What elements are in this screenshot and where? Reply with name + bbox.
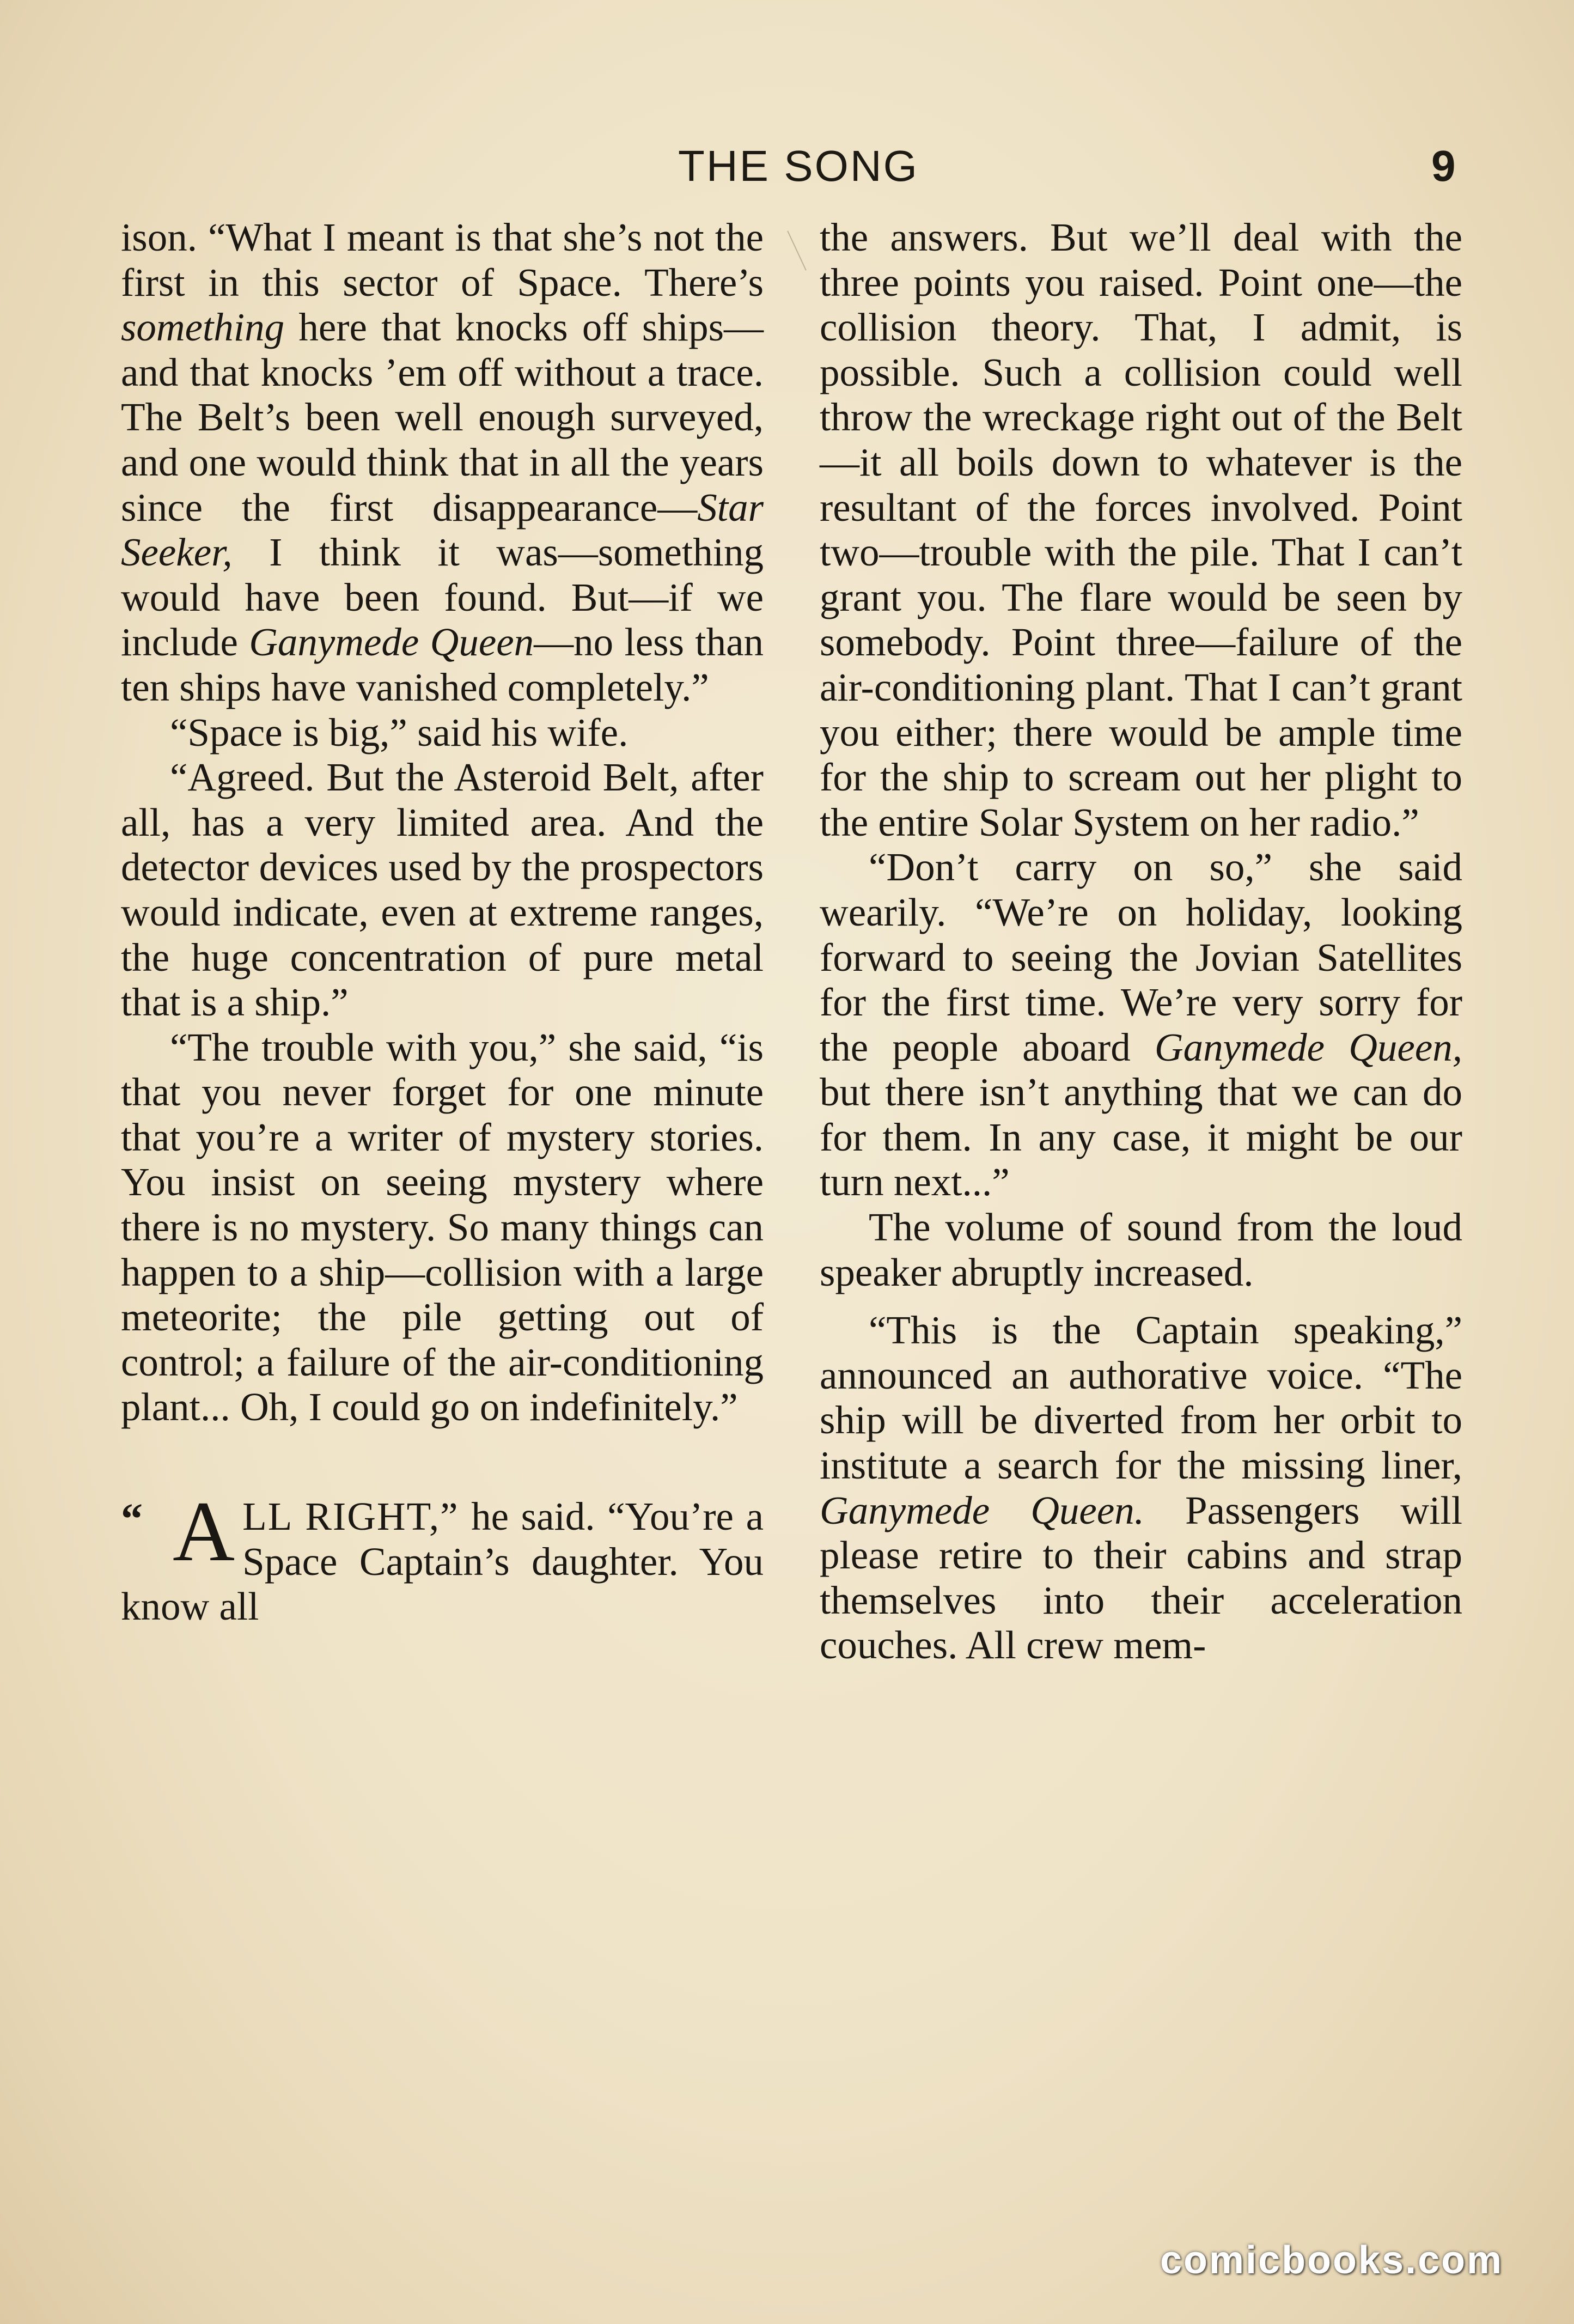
- page-number: 9: [1431, 142, 1456, 190]
- paragraph: The volume of sound from the loud speaker abruptly increased.: [820, 1205, 1462, 1294]
- column-divider-mark: [787, 230, 807, 270]
- section-opening: [121, 1484, 764, 1629]
- site-watermark: comicbooks.com: [1160, 2238, 1504, 2282]
- page-header: [0, 136, 1574, 196]
- paragraph: LL RIGHT,” he said. “You’re a Space Captain’s daughter. You know all: [121, 1494, 764, 1629]
- paragraph: ison. “What I meant is that she’s not the first in this sector of Space. There’s something here that knocks off ships—and that knocks ’em off without a trace. The Belt’s been well enough surveyed, and one would think that in all the years since the first disappearance—Star Seeker, I think it was—something would have been found. But—if we include Ganymede Queen—no less than ten ships have vanished completely.”: [121, 215, 764, 709]
- paragraph: the answers. But we’ll deal with the three points you raised. Point one—the collision theory. That, I admit, is possible. Such a collision could well throw the wreckage right out of the Belt—it all boils down to whatever is the resultant of the forces involved. Point two—trouble with the pile. That I can’t grant you. The flare would be seen by somebody. Point three—failure of the air-conditioning plant. That I can’t grant you either; there would be ample time for the ship to scream out her plight to the entire Solar System on her radio.”: [820, 215, 1462, 844]
- paragraph: “Don’t carry on so,” she said wearily. “We’re on holiday, looking forward to seeing the Jovian Satellites for the first time. We’re very sorry for the people aboard Ganymede Queen, but there isn’t anything that we can do for them. In any case, it might be our turn next...”: [820, 845, 1462, 1204]
- paragraph: “The trouble with you,” she said, “is that you never forget for one minute that you’re a writer of mystery stories. You insist on seeing mystery where there is no mystery. So many things can happen to a ship—collision with a large meteorite; the pile getting out of control; a failure of the air-conditioning plant... Oh, I could go on indefinitely.”: [121, 1025, 764, 1429]
- dropcap-letter: A: [173, 1484, 235, 1580]
- paragraph: “Agreed. But the Asteroid Belt, after all, has a very limited area. And the detector devices used by the prospectors would indicate, even at extreme ranges, the huge concentration of pure metal that is a ship.”: [121, 755, 764, 1025]
- paragraph: “Space is big,” said his wife.: [170, 710, 629, 755]
- left-column: [121, 215, 764, 1629]
- paragraph: “This is the Captain speaking,” announced an authorative voice. “The ship will be diverted from her orbit to institute a search for the missing liner, Ganymede Queen. Passengers will please retire to their cabins and strap themselves into their acceleration couches. All crew mem-: [820, 1308, 1462, 1668]
- right-column: [820, 215, 1462, 1668]
- running-title: THE SONG: [678, 142, 919, 190]
- dropcap-quote: “: [121, 1495, 143, 1544]
